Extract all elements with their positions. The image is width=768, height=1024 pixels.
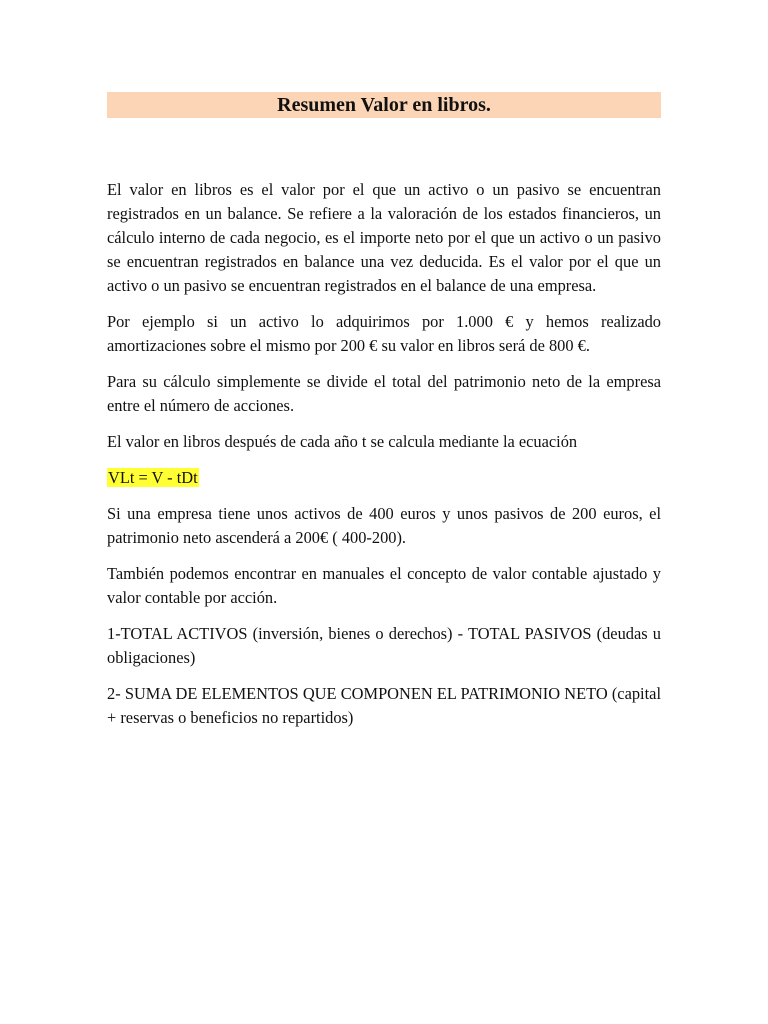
paragraph-example: Por ejemplo si un activo lo adquirimos por 1.000 € y hemos realizado amortizaciones sobre el mismo por 200 € su valor en libros será de 800 €.: [107, 312, 661, 355]
paragraph-calculation: Para su cálculo simplemente se divide el total del patrimonio neto de la empresa entre el número de acciones.: [107, 372, 661, 415]
document-page: [107, 92, 661, 742]
list-item-total-activos: 1-TOTAL ACTIVOS (inversión, bienes o derechos) - TOTAL PASIVOS (deudas u obligaciones): [107, 624, 661, 667]
paragraph-definition: El valor en libros es el valor por el que un activo o un pasivo se encuentran registrados en un balance. Se refiere a la valoración de los estados financieros, un cálculo interno de cada negocio, es el importe neto por el que un activo o un pasivo se encuentran registrados en balance una vez deducida. Es el valor por el que un activo o un pasivo se encuentran registrados en el balance de una empresa.: [107, 180, 661, 295]
paragraph-equation-intro: El valor en libros después de cada año t se calcula mediante la ecuación: [107, 432, 578, 451]
formula-highlight: VLt = V - tDt: [108, 468, 198, 487]
document-body: [107, 178, 661, 730]
document-title: Resumen Valor en libros.: [107, 92, 661, 118]
paragraph-manuals: También podemos encontrar en manuales el concepto de valor contable ajustado y valor contable por acción.: [107, 564, 661, 607]
list-item-patrimonio-neto: 2- SUMA DE ELEMENTOS QUE COMPONEN EL PATRIMONIO NETO (capital + reservas o beneficios no repartidos): [107, 684, 661, 727]
paragraph-net-worth-example: Si una empresa tiene unos activos de 400 euros y unos pasivos de 200 euros, el patrimonio neto ascenderá a 200€ ( 400-200).: [107, 504, 661, 547]
formula-line: [107, 466, 661, 490]
